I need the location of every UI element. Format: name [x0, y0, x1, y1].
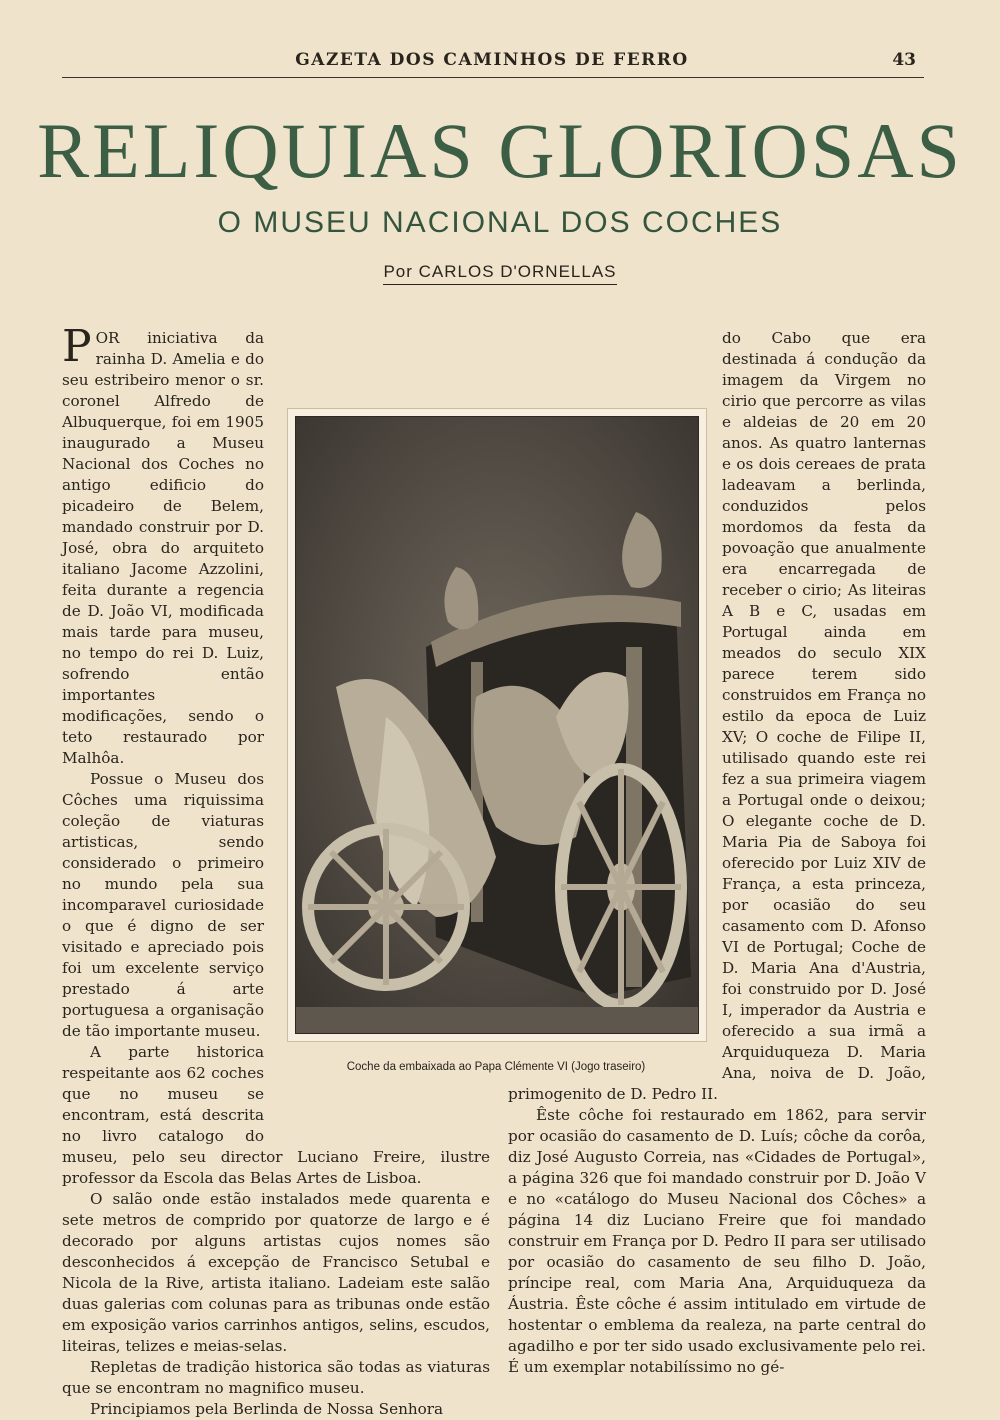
paragraph: A parte historica respeitante aos 62 coches que no museu se encontram, está descrita no livro catalogo do museu, pelo seu director Luciano Freire, ilustre professor da Escola das Belas Artes de Lisboa. [62, 1043, 490, 1187]
paragraph: Principiamos pela Berlinda de Nossa Senhora [90, 1400, 444, 1418]
carriage-photo-image [295, 416, 699, 1034]
article-subtitle: O MUSEU NACIONAL DOS COCHES [217, 206, 783, 239]
paragraph: do Cabo que era destinada á condução da imagem da Virgem no cirio que percorre as vilas e aldeias de 20 em 20 anos. As quatro lanternas e os dois cereaes de prata ladeavam a berlinda, conduzidos pelos mordomos da festa da povoação que anualmente era encarregada de receber o cirio; As liteiras A B e C, usadas em Portugal ainda em meados do seculo XIX parece terem sido construidos em França no estilo da epoca de Luiz XV; O coche de Filipe II, utilisado quando este rei fez a sua primeira viagem a Portugal onde o deixou; O elegante coche de D. Maria Pia de Saboya foi oferecido por Luiz XIV de França, a esta princeza, por ocasião do seu casamento com D. Afonso VI de Portugal; Coche de D. Maria Ana d'Austria, foi construido por D. José I, imperador da Austria e oferecido a sua irmã a Arquiduqueza D. Maria Ana, noiva de D. João, primogenito de D. Pedro II. [508, 329, 926, 1103]
byline-text: Por CARLOS D'ORNELLAS [383, 262, 616, 285]
publication-title: GAZETA DOS CAMINHOS DE FERRO [295, 50, 689, 70]
carriage-photo [287, 408, 707, 1042]
article-byline [0, 262, 1000, 282]
article-title: RELIQUIAS GLORIOSAS [37, 107, 963, 194]
paragraph: Êste côche foi restaurado em 1862, para servir por ocasião do casamento de D. Luís; côche da corôa, diz José Augusto Correia, nas «Cidades de Portugal», a página 326 que foi mandado construir por D. João V e no «catálogo do Museu Nacional dos Côches» a página 14 diz Luciano Freire que foi mandado construir em França por D. Pedro II para ser utilisado por ocasião do casamento de seu filho D. João, príncipe real, com Maria Ana, Arquiduqueza da Áustria. Êste côche é assim intitulado em virtude de hostentar o emblema da realeza, na parte central do agadilho e por ter sido usado exclusivamente pelo rei. É um exemplar notabilíssimo no gé- [508, 1106, 926, 1376]
page-number: 43 [892, 50, 916, 70]
paragraph-text: OR iniciativa da rainha D. Amelia e do seu estribeiro menor o sr. coronel Alfredo de Albuquerque, foi em 1905 inaugurado a Museu Nacional dos Coches no antigo edificio do picadeiro de Belem, mandado construir por D. José, obra do arquiteto italiano Jacome Azzolini, feita durante a regencia de D. João VI, modificada mais tarde para museu, no tempo do rei D. Luiz, sofrendo então importantes modificações, sendo o teto restaurado por Malhôa. [62, 329, 264, 767]
page-header [62, 50, 922, 78]
photo-caption: Coche da embaixada ao Papa Clémente VI (Jogo traseiro) [346, 1061, 646, 1073]
header-rule [62, 77, 924, 78]
paragraph: Possue o Museu dos Côches uma riquissima coleção de viaturas artisticas, sendo considerado o primeiro no mundo pela sua incomparavel curiosidade o que é digno de ser visitado e apreciado pois foi um excelente serviço prestado á arte portuguesa a organisação de tão importante museu. [62, 770, 264, 1040]
paragraph: Repletas de tradição historica são todas as viaturas que se encontram no magnifico museu. [62, 1358, 490, 1397]
paragraph: O salão onde estão instalados mede quarenta e sete metros de comprido por quatorze de largo e é decorado por alguns artistas cujos nomes são desconhecidos á excepção de Francisco Setubal e Nicola de la Rive, artista italiano. Ladeiam este salão duas galerias com colunas para as tribunas onde estão em exposição varios carrinhos antigos, selins, escudos, liteiras, telizes e meias-selas. [62, 1190, 490, 1355]
drop-cap: P [62, 321, 92, 372]
